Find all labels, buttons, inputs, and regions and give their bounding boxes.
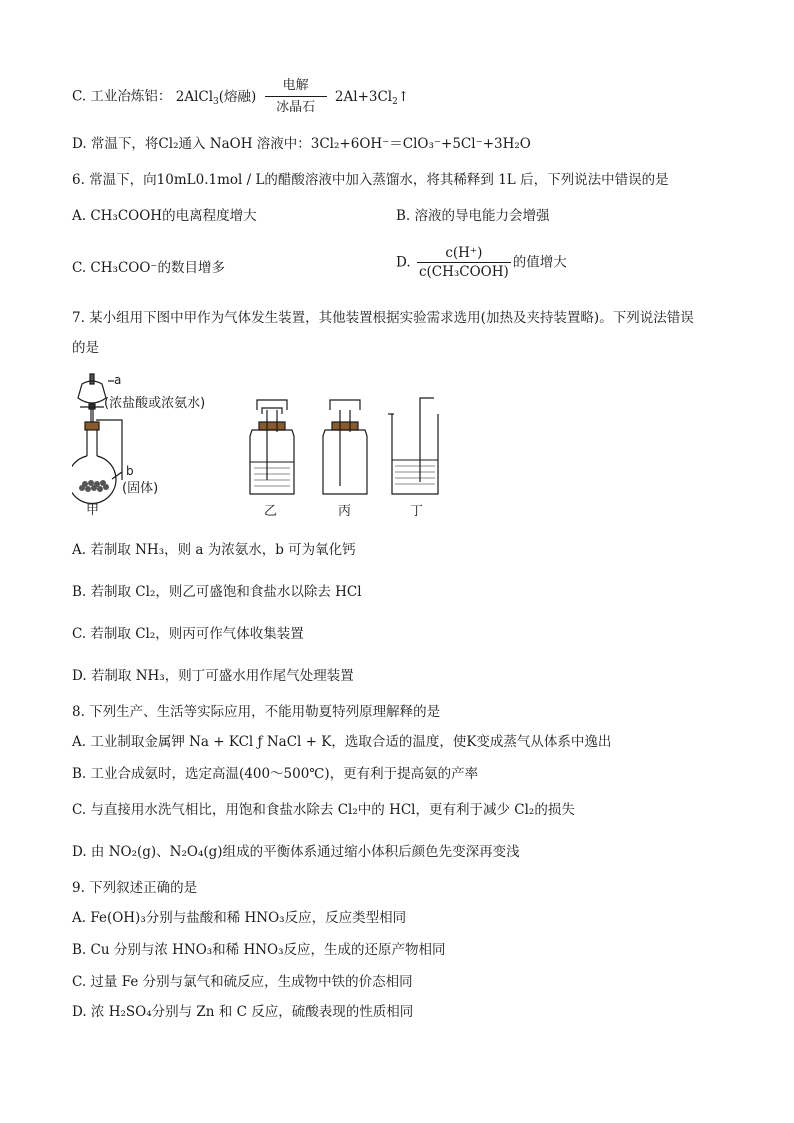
q6-stem: 6. 常温下，向10mL0.1mol / L的醋酸溶液中加入蒸馏水，将其稀释到 1L 后，下列说法中错误的是 (72, 172, 669, 188)
q7-option-c: C. 若制取 Cl₂，则丙可作气体收集装置 (72, 626, 304, 642)
q6-d-numerator: c(H⁺) (445, 245, 483, 261)
q8-option-d: D. 由 NO₂(g)、N₂O₄(g)组成的平衡体系通过缩小体积后颜色先变深再变浅 (72, 844, 520, 860)
q5-c-reaction-condition (265, 76, 327, 118)
q8-option-c: C. 与直接用水洗气相比，用饱和食盐水除去 Cl₂中的 HCl，更有利于减少 Cl₂的损失 (72, 802, 575, 818)
apparatus-bing (323, 400, 367, 494)
q9-option-b: B. Cu 分别与浓 HNO₃和稀 HNO₃反应，生成的还原产物相同 (72, 942, 446, 958)
q7-stem-line1: 7. 某小组用下图中甲作为气体发生装置，其他装置根据实验需求选用(加热及夹持装置略)。下列说法错误 (72, 310, 694, 326)
q9-option-d: D. 浓 H₂SO₄分别与 Zn 和 C 反应，硫酸表现的性质相同 (72, 1004, 414, 1020)
q5-c-label: C. 工业冶炼铝： (72, 88, 172, 105)
q5-c-left-formula: 2AlCl (175, 88, 214, 105)
apparatus-ding (388, 398, 438, 494)
q8-option-a: A. 工业制取金属钾 Na + KCl ƒ NaCl + K，选取合适的温度，使K变成蒸气从体系中逸出 (72, 734, 612, 750)
label-ding: 丁 (410, 504, 424, 519)
q7-option-d: D. 若制取 NH₃，则丁可盛水用作尾气处理装置 (72, 668, 354, 684)
q5-c-eq-right (335, 89, 409, 105)
q5-c-left-sub: 3 (213, 96, 219, 107)
q6-option-c: C. CH₃COO⁻的数目增多 (72, 260, 226, 276)
q7-stem-line2: 的是 (72, 340, 99, 356)
q7-option-a: A. 若制取 NH₃，则 a 为浓氨水，b 可为氧化钙 (72, 542, 356, 558)
q6-option-b: B. 溶液的导电能力会增强 (396, 208, 550, 224)
q9-option-c: C. 过量 Fe 分别与氯气和硫反应，生成物中铁的价态相同 (72, 974, 413, 990)
q7-option-b: B. 若制取 Cl₂，则乙可盛饱和食盐水以除去 HCl (72, 584, 362, 600)
apparatus-jia (72, 374, 122, 503)
q5-option-d: D. 常温下，将Cl₂通入 NaOH 溶液中：3Cl₂+6OH⁻＝ClO₃⁻+5Cl⁻+3H₂O (72, 136, 531, 152)
label-a-note: (浓盐酸或浓氨水) (104, 396, 206, 411)
q9-stem: 9. 下列叙述正确的是 (72, 880, 198, 896)
q6-d-suffix: 的值增大 (512, 254, 567, 271)
q6-option-d (396, 244, 567, 281)
q5-c-right-sub: 2 (392, 96, 398, 107)
label-a: a (114, 373, 122, 387)
q5-c-eq-left (176, 89, 257, 105)
q5-c-cond-bottom: 冰晶石 (265, 96, 327, 118)
label-b-note: (固体) (122, 481, 159, 496)
q6-option-a: A. CH₃COOH的电离程度增大 (72, 208, 257, 224)
q8-stem: 8. 下列生产、生活等实际应用，不能用勒夏特列原理解释的是 (72, 704, 441, 720)
q5-c-gas-arrow: ↑ (397, 88, 410, 105)
q8-option-b: B. 工业合成氨时，选定高温(400～500℃)，更有利于提高氨的产率 (72, 766, 479, 782)
q6-d-label: D. (396, 254, 411, 271)
q5-option-c (72, 76, 409, 118)
apparatus-yi (250, 400, 294, 494)
q5-c-cond-top: 电解 (282, 78, 309, 93)
q5-c-left-state: (熔融) (218, 88, 257, 105)
label-b: b (126, 464, 134, 478)
q7-apparatus-figure (72, 370, 472, 520)
label-yi: 乙 (264, 504, 278, 519)
q5-c-right-formula: 2Al+3Cl (334, 88, 393, 105)
q6-d-denominator: c(CH₃COOH) (418, 264, 509, 280)
q9-option-a: A. Fe(OH)₃分别与盐酸和稀 HNO₃反应，反应类型相同 (72, 910, 407, 926)
q6-d-fraction (417, 244, 511, 281)
label-bing: 丙 (338, 504, 352, 519)
label-jia: 甲 (86, 503, 100, 518)
